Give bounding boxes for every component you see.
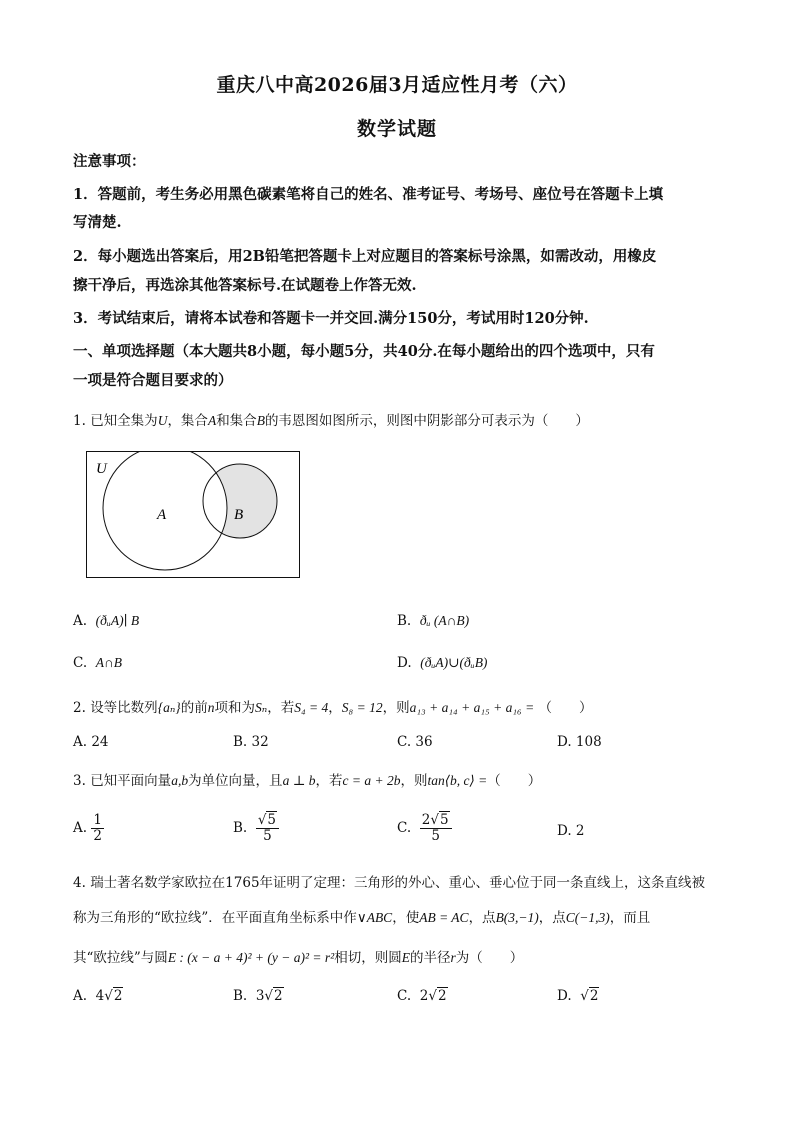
radicand: 2: [437, 988, 447, 1004]
notice-item-2-cont: 擦干净后，再选涂其他答案标号.在试题卷上作答无效.: [73, 277, 417, 294]
q4-text: 的半径: [409, 950, 451, 966]
q2-blank: （ ）: [538, 700, 593, 716]
q4-triangle: ∨ABC: [356, 910, 393, 925]
q3-vectors: a,b: [171, 773, 189, 788]
q1-text: 已知全集为: [90, 413, 158, 429]
q3-perp: a ⊥ b: [282, 773, 316, 788]
q4-text: ，使: [392, 910, 420, 926]
option-label: B.: [233, 819, 248, 836]
option-label: C.: [73, 655, 88, 671]
coefficient: 4: [95, 988, 105, 1004]
denominator: 5: [263, 827, 272, 844]
q3-blank: （ ）: [487, 773, 542, 789]
notice-item-1-cont: 写清楚.: [73, 214, 122, 231]
q1-option-a[interactable]: [73, 613, 139, 629]
question-number: 2.: [73, 700, 86, 716]
q2-var-Sn: Sₙ: [254, 700, 268, 715]
q4-text: ，而且: [609, 910, 651, 926]
fraction: [91, 813, 104, 844]
option-label: B.: [397, 613, 412, 629]
q3-option-d[interactable]: D. 2: [557, 823, 585, 839]
q4-text: 瑞士著名数学家欧拉在1765年证明了定理：三角形的外心、重心、垂心位于同一条直线上，这条直线被: [90, 875, 706, 891]
venn-diagram: [86, 451, 300, 578]
q3-option-a[interactable]: [73, 813, 104, 844]
option-expr: ðᵤ (A∩B): [419, 613, 470, 628]
venn-label-U: U: [96, 461, 107, 477]
option-label: D.: [557, 988, 572, 1004]
q2-text: ，若: [267, 700, 295, 716]
q1-var-B: B: [256, 413, 265, 428]
q1-text: ，集合: [167, 413, 208, 429]
q3-text: 已知平面向量: [90, 773, 172, 789]
question-number: 4.: [73, 875, 86, 891]
fraction: [420, 813, 452, 844]
notice-item-3: 3．考试结束后，请将本试卷和答题卡一并交回.满分150分，考试用时120分钟.: [73, 310, 589, 327]
q1-option-b[interactable]: [397, 613, 469, 629]
notice-heading: 注意事项：: [73, 153, 146, 170]
q3-option-c[interactable]: [397, 813, 452, 844]
question-number: 3.: [73, 773, 86, 789]
q2-S8: S₈ = 12: [341, 700, 383, 715]
coefficient: 2: [419, 988, 429, 1004]
q4-equality: AB = AC: [419, 910, 469, 925]
section-heading-cont: 一项是符合题目要求的）: [73, 372, 233, 389]
radicand: 5: [439, 812, 449, 828]
venn-label-A: A: [157, 507, 167, 523]
notice-item-1: 1．答题前，考生务必用黑色碳素笔将自己的姓名、准考证号、考场号、座位号在答题卡上填: [73, 186, 664, 203]
q3-option-b[interactable]: [233, 813, 279, 844]
q2-text: 的前: [180, 700, 208, 716]
coefficient: 3: [255, 988, 265, 1004]
q2-option-c[interactable]: C. 36: [397, 734, 433, 750]
exam-title: 重庆八中高2026届3月适应性月考（六）: [216, 74, 578, 96]
question-2: [73, 696, 593, 716]
option-label: D.: [397, 655, 412, 671]
option-expr: A∩B: [95, 655, 122, 670]
radicand: 2: [274, 988, 283, 1004]
q4-text: 其“欧拉线”与圆: [73, 950, 168, 966]
q2-var-n: n: [207, 700, 215, 715]
option-label: A.: [73, 988, 88, 1004]
option-label: C.: [397, 988, 412, 1004]
q3-text: ，则: [400, 773, 428, 789]
q2-text: 设等比数列: [90, 700, 158, 716]
q1-var-U: U: [157, 413, 168, 428]
q4-var-E: E: [401, 950, 410, 965]
q1-option-c[interactable]: [73, 655, 122, 671]
q1-text: 的韦恩图如图所示，则图中阴影部分可表示为（ ）: [264, 413, 589, 429]
radicand: 2: [589, 988, 599, 1004]
exam-subject: 数学试题: [356, 118, 437, 140]
question-4-line-1: [73, 871, 705, 891]
q2-option-a[interactable]: A. 24: [73, 734, 109, 750]
q2-text: 项和为: [214, 700, 255, 716]
question-4-line-2: [73, 906, 650, 926]
q3-text: ，若: [315, 773, 343, 789]
numerator: 1: [93, 812, 102, 828]
numerator: √5: [256, 813, 279, 829]
q4-circle-eq: E : (x − a + 4)² + (y − a)² = r²: [167, 950, 335, 965]
option-label: C.: [397, 819, 412, 836]
radicand: 2: [113, 988, 123, 1004]
q2-text: ，则: [382, 700, 410, 716]
q2-sum: a₁₃ + a₁₄ + a₁₅ + a₁₆ =: [409, 700, 535, 715]
q4-text: ，点: [468, 910, 496, 926]
q4-text: 称为三角形的“欧拉线”．在平面直角坐标系中作: [73, 910, 357, 926]
option-expr: (ðᵤA)∣ B: [95, 613, 140, 628]
q1-text: 和集合: [216, 413, 257, 429]
coefficient: 2: [421, 812, 431, 828]
q1-option-d[interactable]: [397, 655, 487, 671]
q4-option-a[interactable]: A. 4√2: [73, 988, 123, 1004]
q2-sequence: {aₙ}: [157, 700, 181, 715]
q3-c-def: c = a + 2b: [342, 773, 401, 788]
q4-option-c[interactable]: C. 2√2: [397, 988, 447, 1004]
option-label: A.: [73, 613, 88, 629]
question-3: [73, 769, 541, 789]
denominator: 5: [431, 827, 440, 844]
q4-option-b[interactable]: B. 3√2: [233, 988, 283, 1004]
q2-option-d[interactable]: D. 108: [557, 734, 602, 750]
q3-text: 为单位向量，且: [188, 773, 283, 789]
question-4-line-3: [73, 946, 523, 966]
q4-point-C: C(−1,3): [565, 910, 610, 925]
question-1: [73, 409, 589, 429]
q4-text: ，点: [538, 910, 566, 926]
venn-label-B: B: [234, 507, 244, 523]
option-expr: (ðᵤA)∪(ðᵤB): [420, 655, 488, 670]
option-label: B.: [233, 988, 248, 1004]
q2-option-b[interactable]: B. 32: [233, 734, 269, 750]
q4-option-d[interactable]: D. √2: [557, 988, 599, 1004]
q4-text: 相切，则圆: [334, 950, 402, 966]
question-number: 1.: [73, 413, 86, 429]
q1-var-A: A: [207, 413, 217, 428]
q4-blank: 为（ ）: [455, 950, 524, 966]
notice-item-2: 2．每小题选出答案后，用2B铅笔把答题卡上对应题目的答案标号涂黑，如需改动，用橡皮: [73, 248, 657, 265]
radicand: 5: [267, 812, 277, 828]
denominator: 2: [93, 827, 102, 844]
q4-point-B: B(3,−1): [495, 910, 539, 925]
q2-text: ，: [328, 700, 342, 716]
section-heading: 一、单项选择题（本大题共8小题，每小题5分，共40分.在每小题给出的四个选项中，只有: [73, 343, 655, 360]
numerator: 2√5: [420, 813, 452, 829]
q4-var-r: r: [450, 950, 456, 965]
q3-tan: tan⟨b, c⟩ =: [427, 773, 488, 788]
option-label: A.: [73, 819, 88, 836]
q2-S4: S₄ = 4: [294, 700, 329, 715]
fraction: [256, 813, 279, 844]
